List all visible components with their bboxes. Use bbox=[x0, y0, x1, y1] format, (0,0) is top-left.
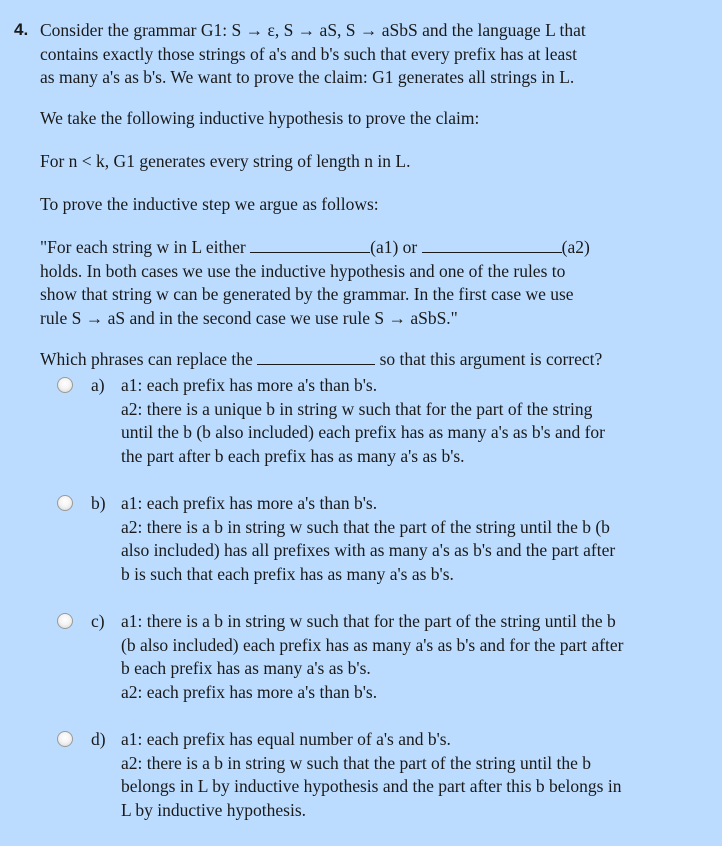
prompt-end: so that this argument is correct? bbox=[375, 349, 603, 369]
intro-line: Consider the grammar G1: S → ε, S → aS, S → aSbS and the language L that bbox=[40, 20, 586, 40]
intro-line: contains exactly those strings of a's and b's such that every prefix has at least bbox=[40, 43, 577, 64]
step-intro: To prove the inductive step we argue as follows: bbox=[40, 194, 379, 214]
option-letter: d) bbox=[91, 729, 106, 749]
argument-a1: (a1) or bbox=[370, 237, 422, 257]
inductive-hypothesis: For n < k, G1 generates every string of length n in L. bbox=[40, 151, 411, 171]
argument-a2: (a2) bbox=[561, 237, 590, 257]
option-line: belongs in L by inductive hypothesis and the part after this b belongs in bbox=[121, 776, 622, 796]
blank-a2 bbox=[422, 236, 562, 253]
question-intro bbox=[40, 19, 704, 90]
intro-line: as many a's as b's. We want to prove the claim: G1 generates all strings in L. bbox=[40, 67, 575, 87]
radio-a[interactable] bbox=[57, 377, 73, 393]
prompt-start: Which phrases can replace the bbox=[40, 349, 258, 369]
option-line: the part after b each prefix has as many a's as b's. bbox=[121, 445, 465, 466]
option-line: b is such that each prefix has as many a's as b's. bbox=[121, 563, 454, 584]
option-line: until the b (b also included) each prefix has as many a's as b's and for bbox=[121, 422, 606, 442]
argument-line: holds. In both cases we use the inductive hypothesis and one of the rules to bbox=[40, 260, 566, 281]
option-text bbox=[121, 728, 706, 822]
option-letter: a) bbox=[91, 375, 105, 395]
hypothesis-intro: We take the following inductive hypothesis to prove the claim: bbox=[40, 108, 480, 128]
argument-start: "For each string w in L either bbox=[40, 237, 251, 257]
option-line: a2: there is a b in string w such that the part of the string until the b bbox=[121, 752, 591, 773]
argument-text bbox=[40, 236, 704, 330]
option-line: a1: each prefix has equal number of a's and b's. bbox=[121, 729, 451, 749]
option-line: L by inductive hypothesis. bbox=[121, 799, 307, 820]
option-line: a2: there is a unique b in string w such that for the part of the string bbox=[121, 398, 593, 419]
option-text bbox=[121, 610, 706, 704]
option-letter: b) bbox=[91, 493, 106, 513]
argument-line-1 bbox=[40, 236, 704, 260]
blank-phrase bbox=[257, 348, 375, 365]
option-text bbox=[121, 492, 706, 586]
option-line: a2: there is a b in string w such that the part of the string until the b (b bbox=[121, 516, 610, 537]
option-text bbox=[121, 374, 706, 468]
option-line: a2: each prefix has more a's than b's. bbox=[121, 681, 378, 702]
argument-line: rule S → aS and in the second case we use rule S → aSbS." bbox=[40, 307, 458, 328]
argument-line: show that string w can be generated by the grammar. In the first case we use bbox=[40, 284, 574, 304]
radio-b[interactable] bbox=[57, 495, 73, 511]
question-prompt bbox=[40, 348, 704, 372]
blank-a1 bbox=[250, 236, 370, 253]
radio-d[interactable] bbox=[57, 731, 73, 747]
option-line: b each prefix has as many a's as b's. bbox=[121, 658, 371, 678]
option-line: a1: each prefix has more a's than b's. bbox=[121, 375, 378, 395]
option-line: a1: each prefix has more a's than b's. bbox=[121, 493, 378, 513]
radio-c[interactable] bbox=[57, 613, 73, 629]
option-line: a1: there is a b in string w such that for the part of the string until the b bbox=[121, 611, 616, 631]
question-number: 4. bbox=[14, 20, 29, 39]
option-line: also included) has all prefixes with as many a's as b's and the part after bbox=[121, 540, 616, 560]
option-letter: c) bbox=[91, 611, 105, 631]
option-line: (b also included) each prefix has as many a's as b's and for the part after bbox=[121, 634, 624, 655]
